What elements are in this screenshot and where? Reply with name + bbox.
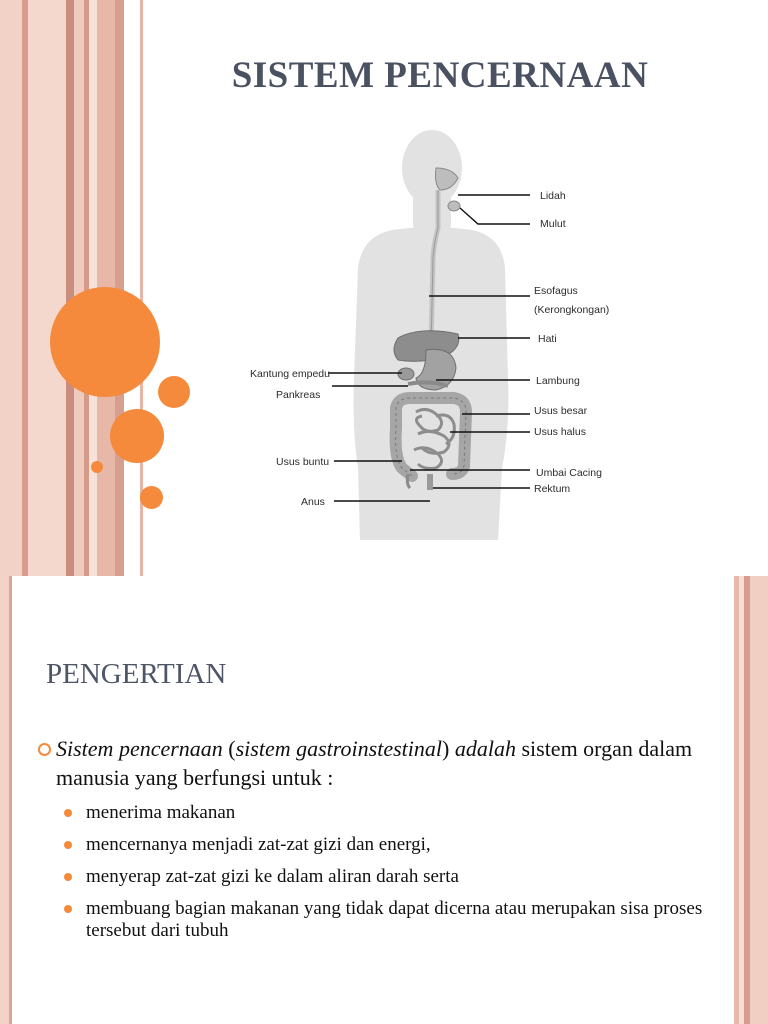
decorative-circle xyxy=(158,376,190,408)
sub-bullet-list xyxy=(64,802,754,952)
decorative-stripe xyxy=(74,0,84,576)
ring-bullet-icon xyxy=(38,743,51,756)
label-hati: Hati xyxy=(538,333,557,345)
label-usus-halus: Usus halus xyxy=(534,426,586,438)
bullet-dot-icon xyxy=(64,809,72,817)
digestive-system-diagram xyxy=(240,128,620,540)
label-mulut: Mulut xyxy=(540,218,566,230)
slide-title: PENGERTIAN xyxy=(46,658,227,690)
decorative-circle xyxy=(91,461,103,473)
label-lambung: Lambung xyxy=(536,375,580,387)
list-item: menyerap zat-zat gizi ke dalam aliran darah serta xyxy=(64,866,754,888)
main-bullet-text: Sistem pencernaan (sistem gastroinstestinal) adalah sistem organ dalam manusia yang berfungsi untuk : xyxy=(56,736,693,790)
label-lidah: Lidah xyxy=(540,190,566,202)
label-usus-buntu: Usus buntu xyxy=(276,456,330,468)
decorative-stripe xyxy=(0,0,22,576)
decorative-stripe xyxy=(66,0,74,576)
decorative-stripe xyxy=(28,0,66,576)
label-umbai-cacing: Umbai Cacing xyxy=(536,467,602,479)
bullet-dot-icon xyxy=(64,873,72,881)
slide-title: SISTEM PENCERNAAN xyxy=(231,55,649,96)
label-kantung-empedu: Kantung empedu xyxy=(250,368,330,380)
label-anus: Anus xyxy=(301,496,325,508)
label-kerongkongan: (Kerongkongan) xyxy=(534,304,610,316)
bullet-dot-icon xyxy=(64,905,72,913)
decorative-stripe xyxy=(9,576,12,1024)
list-item: menerima makanan xyxy=(64,802,754,824)
decorative-stripe xyxy=(0,576,9,1024)
slide-pengertian xyxy=(0,576,768,1024)
decorative-circle xyxy=(140,486,163,509)
label-esofagus: Esofagus xyxy=(534,285,578,297)
label-usus-besar: Usus besar xyxy=(534,405,588,417)
list-item: mencernanya menjadi zat-zat gizi dan energi, xyxy=(64,834,754,856)
label-pankreas: Pankreas xyxy=(276,389,321,401)
decorative-circle xyxy=(110,409,164,463)
main-bullet-item xyxy=(38,734,738,792)
list-item: membuang bagian makanan yang tidak dapat dicerna atau merupakan sisa proses tersebut dari tubuh xyxy=(64,898,754,942)
decorative-circle xyxy=(50,287,160,397)
bullet-dot-icon xyxy=(64,841,72,849)
label-rektum: Rektum xyxy=(534,483,571,495)
decorative-stripe xyxy=(750,576,768,1024)
